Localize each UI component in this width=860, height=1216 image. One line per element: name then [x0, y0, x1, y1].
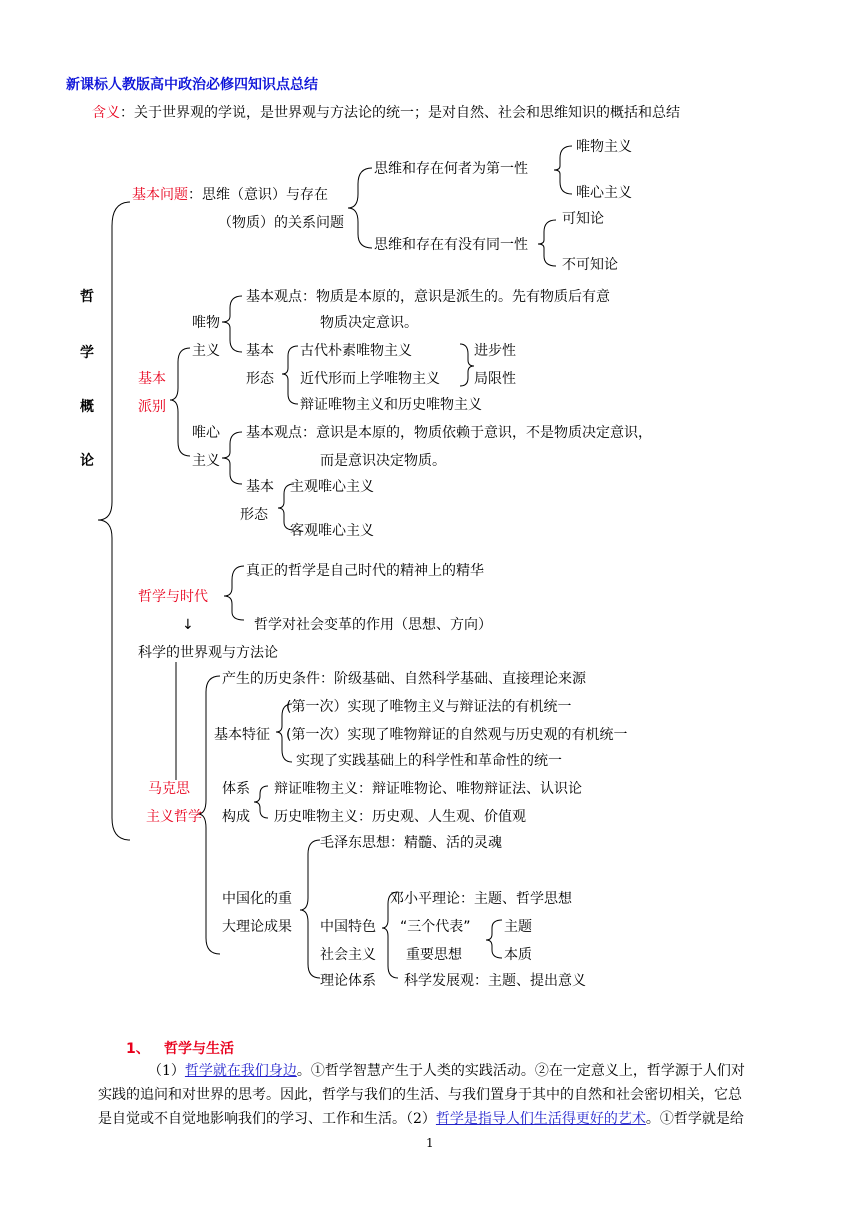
- deng-theory: 邓小平理论：主题、哲学思想: [390, 891, 572, 907]
- cs-label2: 社会主义: [320, 947, 376, 963]
- main-brace: [98, 202, 130, 840]
- marx-feature-3: 实现了实践基础上的科学性和革命性的统一: [296, 753, 562, 769]
- section-number: 1、: [126, 1041, 150, 1057]
- marx-features-label: 基本特征: [214, 727, 270, 743]
- ide-form-label1: 基本: [246, 479, 274, 495]
- era-line1: 真正的哲学是自己时代的精神上的精华: [246, 563, 484, 579]
- para-line-1-rest: 。①哲学智慧产生于人类的实践活动。②在一定意义上，哲学源于人们对: [296, 1063, 745, 1079]
- era-label: 哲学与时代: [138, 589, 208, 605]
- ide-brace: [222, 432, 242, 484]
- para-line-3: [98, 1106, 744, 1132]
- three-represents-1: “三个代表”: [400, 919, 471, 935]
- system-label1: 体系: [222, 781, 250, 797]
- materialism-label1: 唯物: [192, 315, 220, 331]
- mao-thought: 毛泽东思想：精髓、活的灵魂: [320, 835, 502, 851]
- basic-problem-line1: [132, 186, 328, 204]
- marxism-label2: 主义哲学: [146, 809, 202, 825]
- basic-problem-line2: （物质）的关系问题: [218, 215, 344, 231]
- marx-history: 产生的历史条件：阶级基础、自然科学基础、直接理论来源: [222, 671, 586, 687]
- section-title: 哲学与生活: [164, 1041, 234, 1057]
- mat-form-1: 古代朴素唯物主义: [300, 343, 412, 359]
- system-brace: [254, 786, 268, 818]
- meaning-label: 含义: [92, 105, 120, 121]
- marxism-label1: 马克思: [148, 781, 190, 797]
- link-philosophy-around-us[interactable]: 哲学就在我们身边: [184, 1063, 297, 1079]
- mat-form-3: 辩证唯物主义和历史唯物主义: [300, 397, 482, 413]
- era-brace: [224, 566, 244, 620]
- link-philosophy-art[interactable]: 哲学是指导人们生活得更好的艺术: [435, 1111, 646, 1127]
- materialism-answer: 唯物主义: [576, 139, 632, 155]
- system-item-1: 辩证唯物主义：辩证唯物论、唯物辩证法、认识论: [274, 781, 582, 797]
- cs-label3: 理论体系: [320, 973, 376, 989]
- scientific-worldview: 科学的世界观与方法论: [138, 645, 278, 661]
- materialism-label2: 主义: [192, 343, 220, 359]
- question-identity: 思维和存在有没有同一性: [374, 237, 528, 253]
- idealism-view: [246, 424, 652, 442]
- basic-problem-text1: ：思维（意识）与存在: [188, 187, 328, 203]
- sinic-brace: [300, 840, 320, 978]
- materialism-view2: 物质决定意识。: [320, 315, 418, 331]
- mat-form-2: 近代形而上学唯物主义: [300, 371, 440, 387]
- trait-progressive: 进步性: [474, 343, 516, 359]
- para-line-1: [148, 1058, 745, 1084]
- ide-view-label: 基本观点: [246, 425, 302, 441]
- marx-feature-2: (第一次）实现了唯物辩证的自然观与历史观的有机统一: [286, 727, 628, 743]
- system-item-2: 历史唯物主义：历史观、人生观、价值观: [274, 809, 526, 825]
- mat-brace: [222, 296, 242, 352]
- three-essence: 本质: [504, 947, 532, 963]
- q2-brace: [538, 220, 556, 266]
- mat-form-label2: 形态: [246, 371, 274, 387]
- idealism-label1: 唯心: [192, 425, 220, 441]
- system-label2: 构成: [222, 809, 250, 825]
- trait-limitation: 局限性: [474, 371, 516, 387]
- basic-problem-label: 基本问题: [132, 187, 188, 203]
- idealism-view2: 而是意识决定物质。: [320, 453, 446, 469]
- para-line-3-start: 是自觉或不自觉地影响我们的学习、工作和生活。（2）: [98, 1111, 436, 1127]
- ide-form-label2: 形态: [240, 507, 268, 523]
- side-title-2: 学: [80, 345, 94, 361]
- idealism-answer: 唯心主义: [576, 185, 632, 201]
- page-number: 1: [426, 1136, 434, 1150]
- matform-brace: [282, 346, 298, 404]
- ide-view-text1: ：意识是本原的，物质依赖于意识，不是物质决定意识，: [302, 425, 652, 441]
- ide-form-2: 客观唯心主义: [290, 523, 374, 539]
- idealism-label2: 主义: [192, 453, 220, 469]
- marx-feature-1: (第一次）实现了唯物主义与辩证法的有机统一: [286, 699, 572, 715]
- q1-brace: [554, 146, 572, 194]
- down-arrow-icon: ↓: [182, 617, 194, 633]
- side-title-3: 概: [80, 399, 94, 415]
- mat-view-text1: ：物质是本原的，意识是派生的。先有物质后有意: [302, 289, 610, 305]
- bp-brace: [348, 168, 372, 248]
- side-title-4: 论: [80, 453, 94, 469]
- sinic-label2: 大理论成果: [222, 919, 292, 935]
- side-title-1: 哲: [80, 289, 94, 305]
- ide-form-1: 主观唯心主义: [290, 479, 374, 495]
- doc-title: 新课标人教版高中政治必修四知识点总结: [66, 77, 318, 93]
- para-line-3-rest: 。①哲学就是给: [645, 1111, 744, 1127]
- three-theme: 主题: [504, 919, 532, 935]
- div-brace: [170, 348, 190, 456]
- traits-brace: [460, 344, 474, 386]
- three-represents-2: 重要思想: [406, 947, 462, 963]
- sinic-label1: 中国化的重: [222, 891, 292, 907]
- knowable-answer: 可知论: [562, 211, 604, 227]
- materialism-view: [246, 288, 610, 306]
- division-label2: 派别: [138, 399, 166, 415]
- three-brace: [486, 920, 502, 958]
- unknowable-answer: 不可知论: [562, 257, 618, 273]
- mat-form-label1: 基本: [246, 343, 274, 359]
- para-line-2: 实践的追问和对世界的思考。因此，哲学与我们的生活、与我们置身于其中的自然和社会密切相关，它总: [98, 1087, 742, 1103]
- para-item-1: （1）: [148, 1063, 185, 1079]
- mat-view-label: 基本观点: [246, 289, 302, 305]
- meaning-text: ：关于世界观的学说，是世界观与方法论的统一；是对自然、社会和思维知识的概括和总结: [120, 105, 680, 121]
- division-label1: 基本: [138, 371, 166, 387]
- cs-label1: 中国特色: [320, 919, 376, 935]
- scientific-development: 科学发展观：主题、提出意义: [404, 973, 586, 989]
- era-line2: 哲学对社会变革的作用（思想、方向）: [254, 617, 492, 633]
- question-first: 思维和存在何者为第一性: [374, 161, 528, 177]
